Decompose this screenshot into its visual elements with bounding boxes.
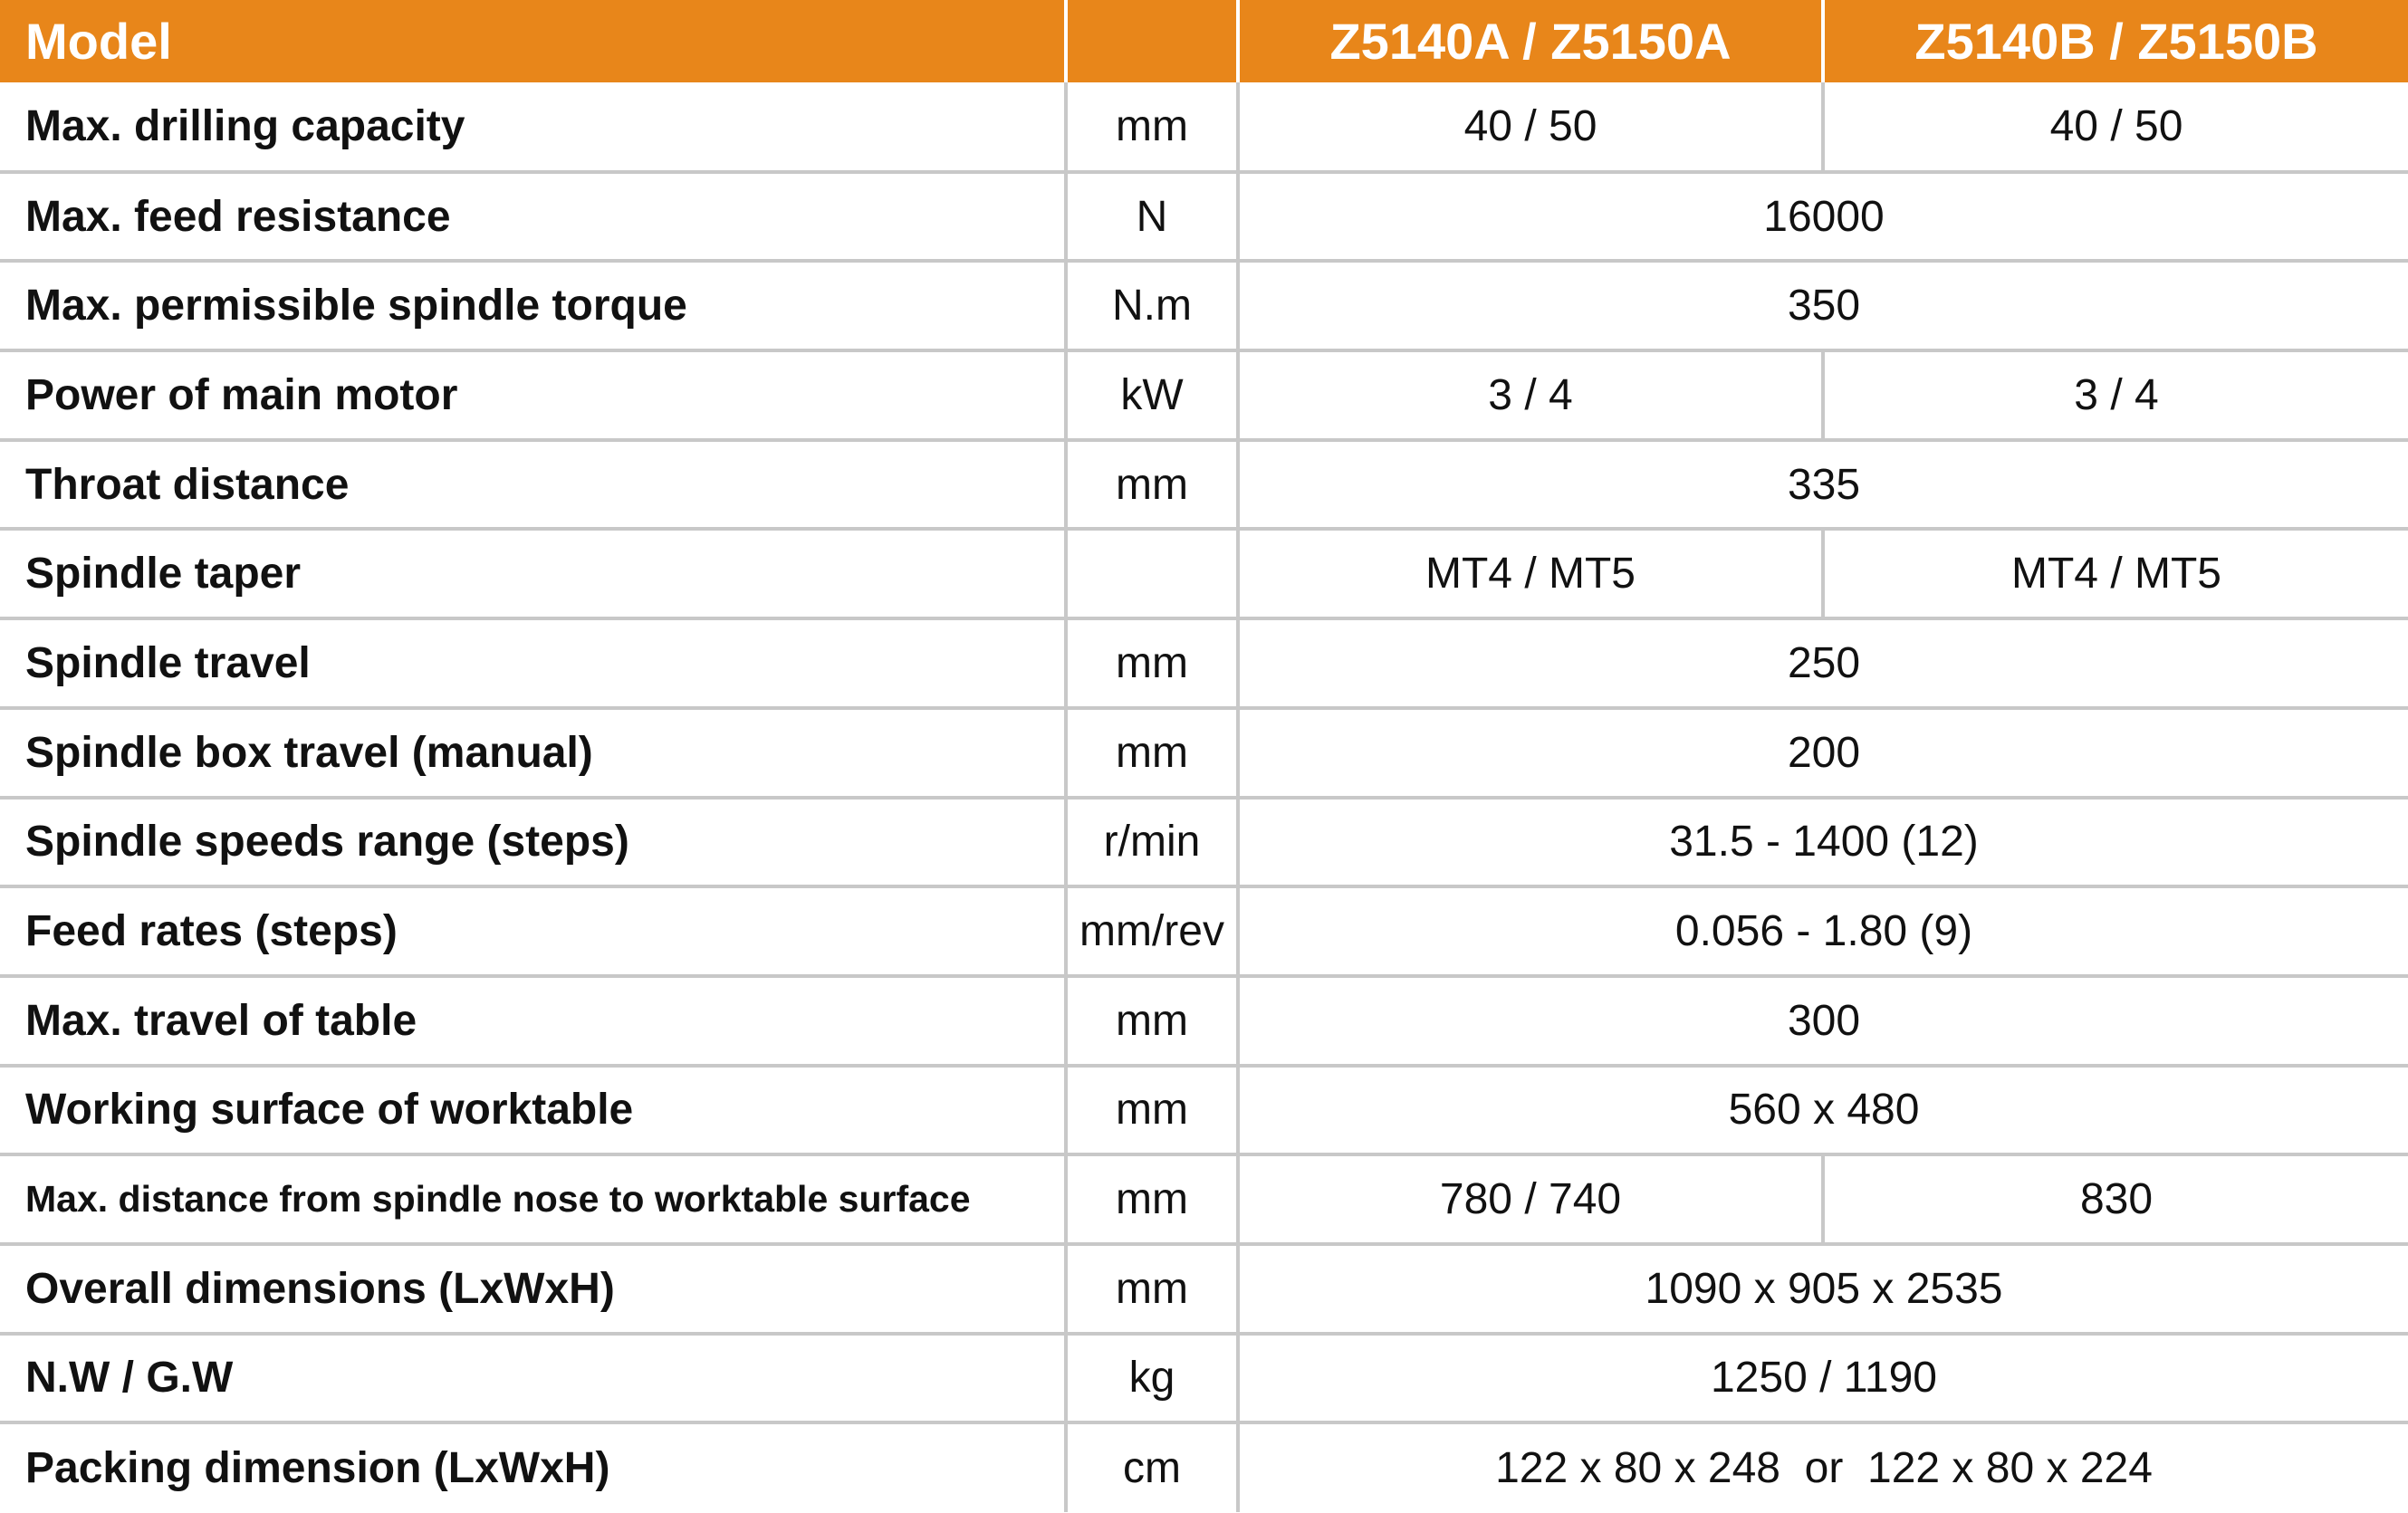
row-param: Working surface of worktable <box>0 1066 1066 1155</box>
header-model-a: Z5140A / Z5150A <box>1238 0 1823 82</box>
table-row <box>0 1334 2408 1423</box>
table-row <box>0 440 2408 530</box>
row-param: Max. feed resistance <box>0 172 1066 262</box>
header-model: Model <box>0 0 1066 82</box>
table-row <box>0 886 2408 976</box>
row-param: Max. drilling capacity <box>0 82 1066 172</box>
row-param: Spindle travel <box>0 618 1066 708</box>
row-value-b: MT4 / MT5 <box>1823 529 2408 618</box>
row-unit: N.m <box>1066 261 1238 350</box>
row-unit: cm <box>1066 1422 1238 1512</box>
row-value: 0.056 - 1.80 (9) <box>1238 886 2408 976</box>
row-param: Power of main motor <box>0 350 1066 440</box>
row-param: Overall dimensions (LxWxH) <box>0 1244 1066 1334</box>
table-row <box>0 618 2408 708</box>
row-param: Max. travel of table <box>0 976 1066 1066</box>
row-value: 16000 <box>1238 172 2408 262</box>
table-row <box>0 798 2408 887</box>
row-value-a: MT4 / MT5 <box>1238 529 1823 618</box>
row-value-a: 780 / 740 <box>1238 1154 1823 1244</box>
row-value: 122 x 80 x 248 or 122 x 80 x 224 <box>1238 1422 2408 1512</box>
row-param: Spindle speeds range (steps) <box>0 798 1066 887</box>
row-unit: N <box>1066 172 1238 262</box>
row-unit: mm <box>1066 82 1238 172</box>
row-value-a: 40 / 50 <box>1238 82 1823 172</box>
row-unit: mm <box>1066 618 1238 708</box>
row-value: 250 <box>1238 618 2408 708</box>
row-value: 200 <box>1238 708 2408 798</box>
row-unit: mm <box>1066 1154 1238 1244</box>
row-param: Max. permissible spindle torque <box>0 261 1066 350</box>
table-row <box>0 1244 2408 1334</box>
row-value-a: 3 / 4 <box>1238 350 1823 440</box>
row-param: Throat distance <box>0 440 1066 530</box>
row-unit: mm <box>1066 976 1238 1066</box>
table-row <box>0 529 2408 618</box>
row-value-b: 830 <box>1823 1154 2408 1244</box>
row-unit: mm <box>1066 1066 1238 1155</box>
row-unit <box>1066 529 1238 618</box>
row-value-b: 3 / 4 <box>1823 350 2408 440</box>
table-row <box>0 82 2408 172</box>
table-row <box>0 1422 2408 1512</box>
header-model-b: Z5140B / Z5150B <box>1823 0 2408 82</box>
row-param: Max. distance from spindle nose to worktable surface <box>0 1154 1066 1244</box>
row-value: 560 x 480 <box>1238 1066 2408 1155</box>
table-row <box>0 261 2408 350</box>
row-value: 31.5 - 1400 (12) <box>1238 798 2408 887</box>
row-param: N.W / G.W <box>0 1334 1066 1423</box>
table-row <box>0 350 2408 440</box>
row-value: 1250 / 1190 <box>1238 1334 2408 1423</box>
row-unit: mm <box>1066 708 1238 798</box>
row-value-b: 40 / 50 <box>1823 82 2408 172</box>
table-row <box>0 172 2408 262</box>
table-row <box>0 976 2408 1066</box>
table-row <box>0 1154 2408 1244</box>
row-unit: kW <box>1066 350 1238 440</box>
header-row <box>0 0 2408 82</box>
row-unit: kg <box>1066 1334 1238 1423</box>
row-value: 300 <box>1238 976 2408 1066</box>
row-unit: mm/rev <box>1066 886 1238 976</box>
row-unit: r/min <box>1066 798 1238 887</box>
row-value: 1090 x 905 x 2535 <box>1238 1244 2408 1334</box>
row-unit: mm <box>1066 1244 1238 1334</box>
table-row <box>0 708 2408 798</box>
row-param: Packing dimension (LxWxH) <box>25 1444 610 1493</box>
row-unit: mm <box>1066 440 1238 530</box>
table-row <box>0 1066 2408 1155</box>
row-param: Feed rates (steps) <box>0 886 1066 976</box>
row-value: 350 <box>1238 261 2408 350</box>
header-unit <box>1066 0 1238 82</box>
row-value: 335 <box>1238 440 2408 530</box>
row-param: Spindle box travel (manual) <box>0 708 1066 798</box>
row-param: Spindle taper <box>0 529 1066 618</box>
